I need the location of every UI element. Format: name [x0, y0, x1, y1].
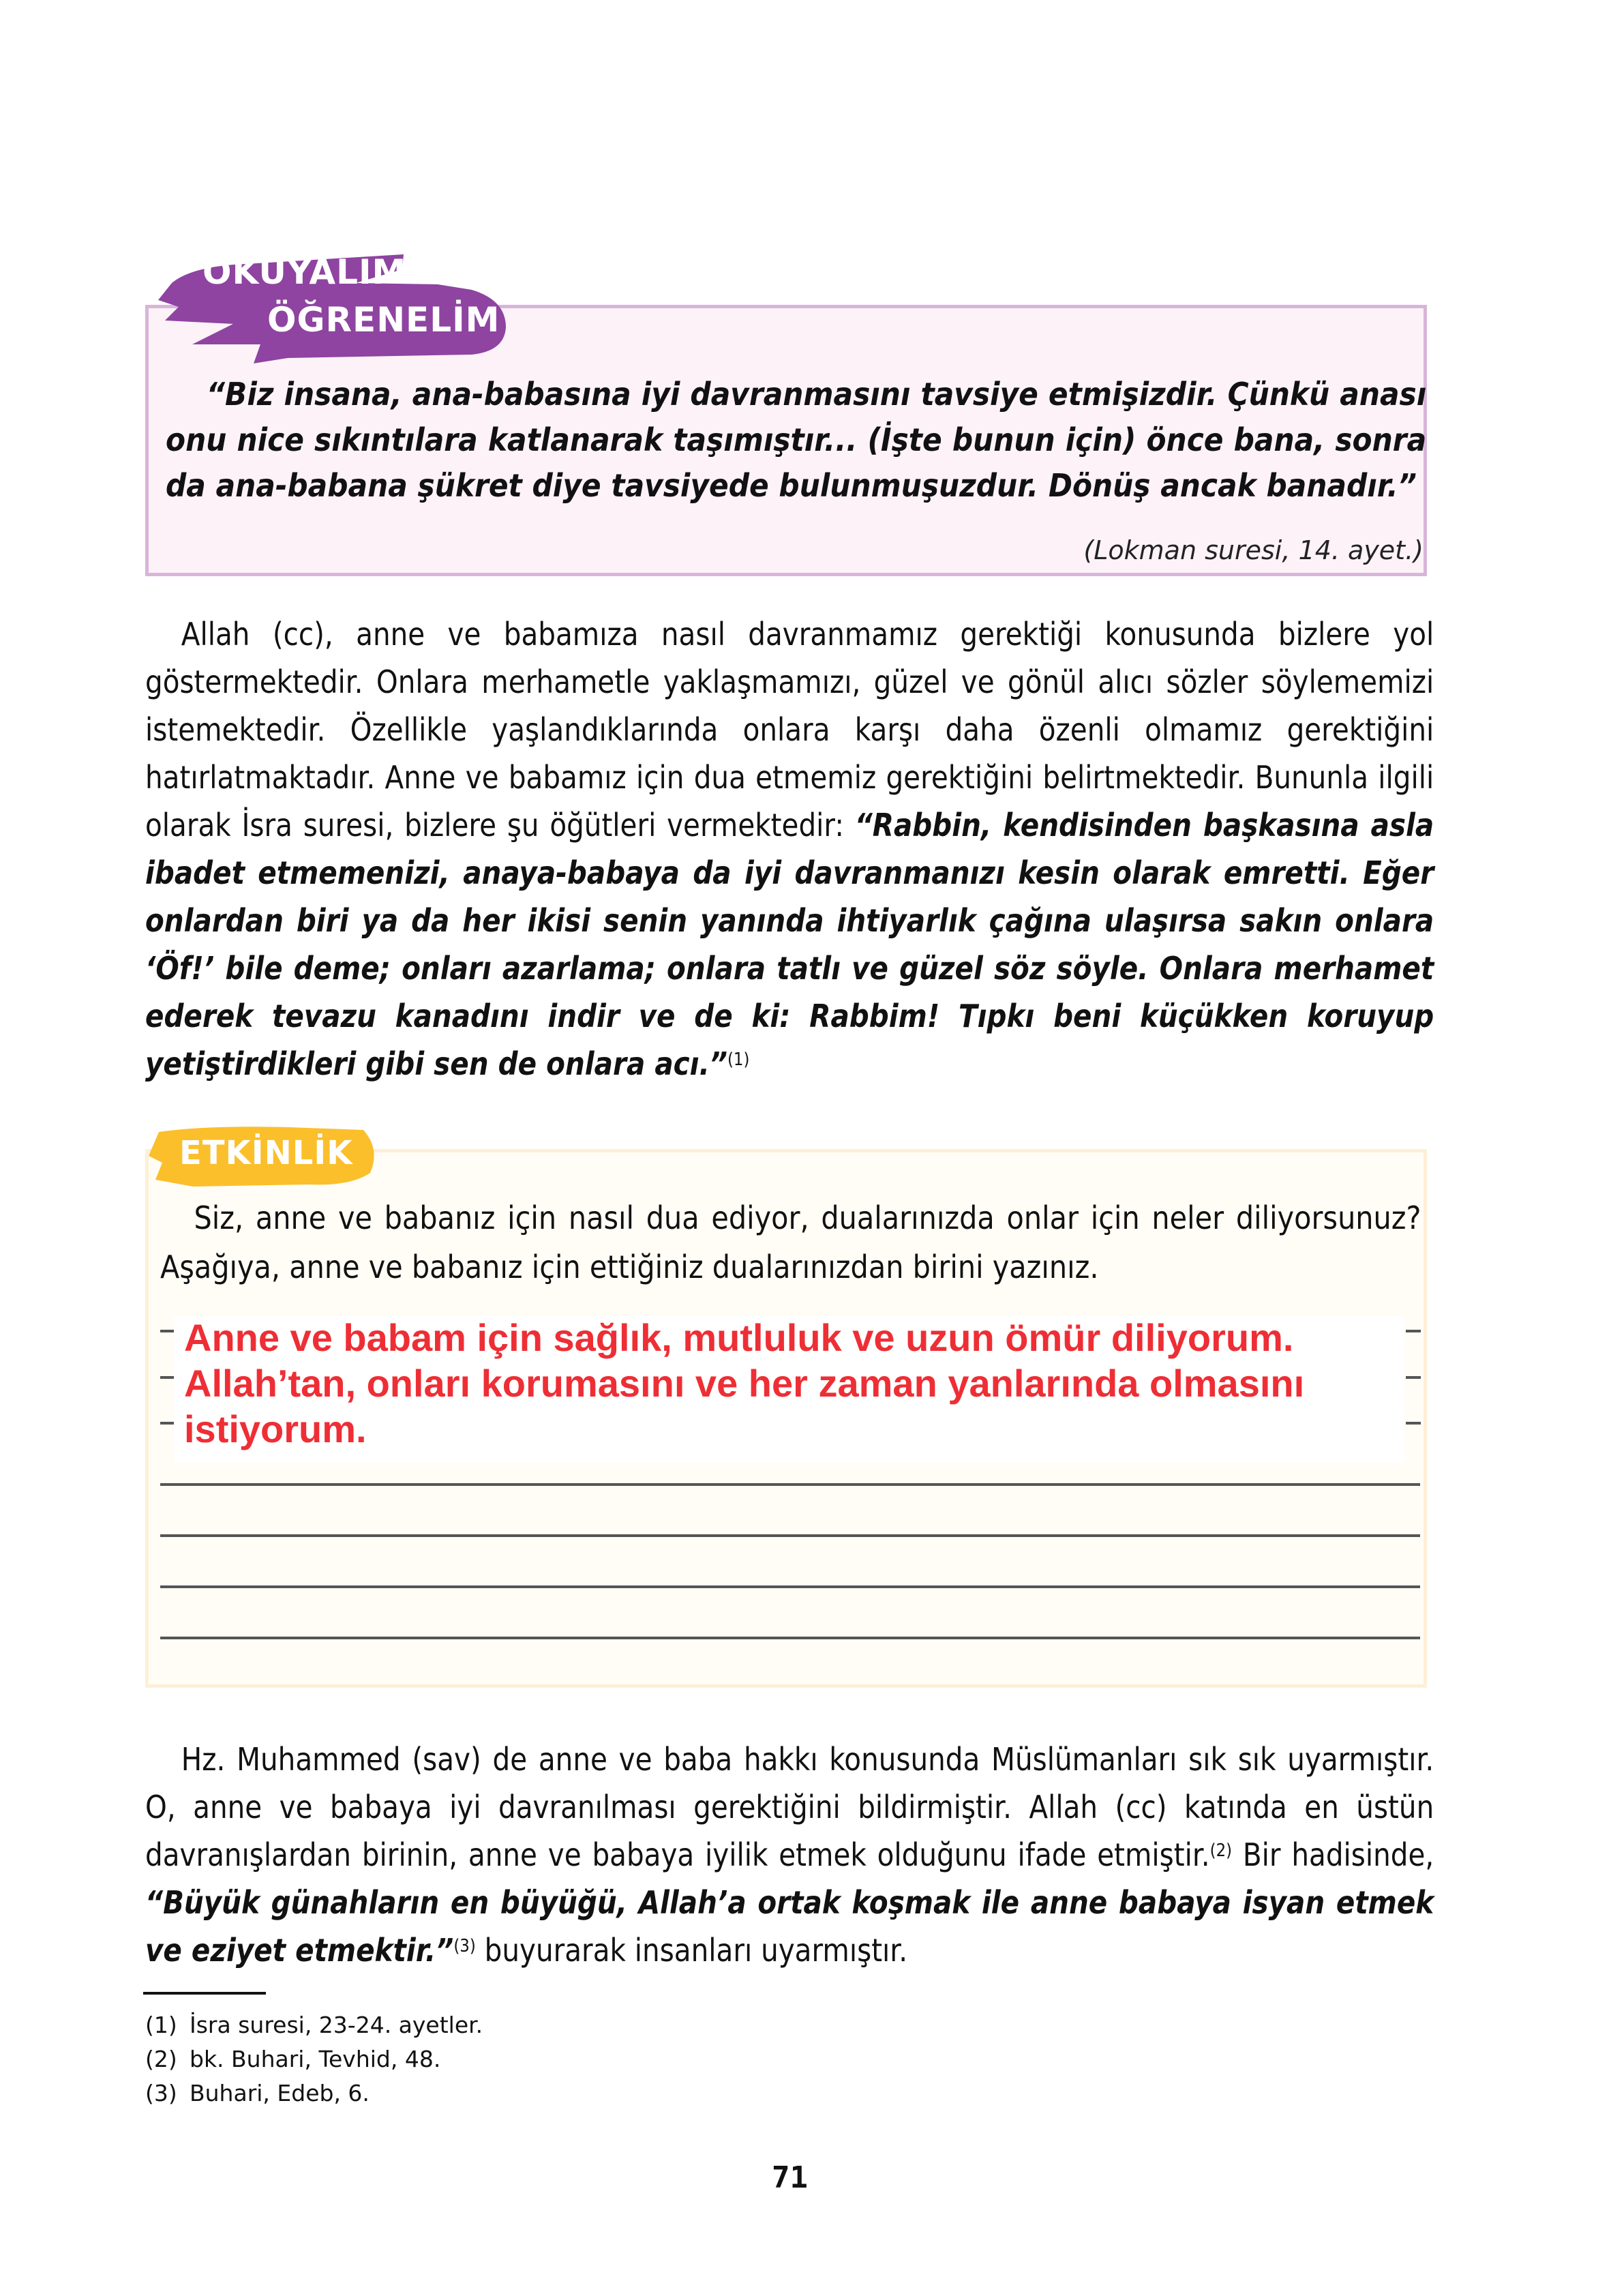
paragraph-2: Hz. Muhammed (sav) de anne ve baba hakkı konusunda Müslümanları sık sık uyarmıştır. O, anne ve babaya iyi davranılması gerektiğini bildirmiştir. Allah (cc) katında en üstün davranışlardan birinin, anne ve babaya iyilik etmek olduğunu ifade etmiştir.$^{(2)}$ Bir hadisinde, “Büyük günahların en büyüğü, Allah’a ortak koşmak ile anne babaya isyan etmek ve eziyet etmektir.”$^{(3)}$ buyurarak insanları uyarmıştır.	[145, 1741, 1434, 1969]
answer-line: Anne ve babam için sağlık, mutluluk ve uzun ömür diliyorum.	[184, 1316, 1294, 1359]
badge-label-line1: OKUYALIM	[202, 252, 407, 292]
badge-label-line2: ÖĞRENELİM	[267, 300, 500, 340]
footnote-ref-2[interactable]: (2)	[1209, 1840, 1233, 1861]
reading-badge	[151, 242, 513, 368]
line-stub	[160, 1376, 175, 1379]
footnote-divider	[143, 1992, 266, 1995]
footnote-item: (2) bk. Buhari, Tevhid, 48.	[145, 2046, 441, 2072]
footnote-ref-1[interactable]: (1)	[727, 1049, 750, 1070]
answer-line: Allah’tan, onları korumasını ve her zaman yanlarında olmasını	[184, 1362, 1305, 1405]
line-stub	[1406, 1330, 1421, 1332]
hadith-quote: “Büyük günahların en büyüğü, Allah’a ortak koşmak ile anne babaya isyan etmek ve eziyet etmektir.”	[145, 1884, 1434, 1969]
verse-quote: “Biz insana, ana-babasına iyi davranmasını tavsiye etmişizdir. Çünkü anası onu nice sıkıntılara katlanarak taşımıştır... (İşte bunun için) önce bana, sonra da ana-babana şükret diye tavsiyede bulunmuşuzdur. Dönüş ancak banadır.”	[166, 376, 1427, 504]
footnote-ref-3[interactable]: (3)	[453, 1936, 476, 1956]
line-stub	[160, 1422, 175, 1425]
activity-badge	[145, 1122, 380, 1190]
footnotes	[145, 2008, 483, 2111]
activity-instruction: Siz, anne ve babanız için nasıl dua ediyor, dualarınızda onlar için neler diliyorsunuz? Aşağıya, anne ve babanız için ettiğiniz dualarınızdan birini yazınız.	[160, 1199, 1421, 1285]
writing-line[interactable]	[160, 1637, 1420, 1639]
writing-line[interactable]	[160, 1534, 1420, 1537]
verse-source: (Lokman suresi, 14. ayet.)	[1083, 535, 1424, 565]
isra-quote: “Rabbin, kendisinden başkasına asla ibadet etmemenizi, anaya-babaya da iyi davranmanızı kesin olarak emretti. Eğer onlardan biri ya da her ikisi senin yanında ihtiyarlık çağına ulaşırsa sakın onlara ‘Öf!’ bile deme; onları azarlama; onlara tatlı ve güzel söz söyle. Onlara merhamet ederek tevazu kanadını indir ve de ki: Rabbim! Tıpkı beni küçükken koruyup yetiştirdikleri gibi sen de onlara acı.”	[145, 807, 1434, 1082]
writing-line[interactable]	[160, 1585, 1420, 1588]
paragraph-1: Allah (cc), anne ve babamıza nasıl davranmamız gerektiği konusunda bizlere yol göstermektedir. Onlara merhametle yaklaşmamızı, güzel ve gönül alıcı sözler söylememizi istemektedir. Özellikle yaşlandıklarında onlara karşı daha özenli olmamız gerektiğini hatırlatmaktadır. Anne ve babamız için dua etmemiz gerektiğini belirtmektedir. Bununla ilgili olarak İsra suresi, bizlere şu öğütleri vermektedir: “Rabbin, kendisinden başkasına asla ibadet etmemenizi, anaya-babaya da iyi davranmanızı kesin olarak emretti. Eğer onlardan biri ya da her ikisi senin yanında ihtiyarlık çağına ulaşırsa sakın onlara ‘Öf!’ bile deme; onları azarlama; onlara tatlı ve güzel söz söyle. Onlara merhamet ederek tevazu kanadını indir ve de ki: Rabbim! Tıpkı beni küçükken koruyup yetiştirdikleri gibi sen de onlara acı.”$^{(1)}$	[145, 616, 1434, 1082]
page-number: 71	[772, 2160, 808, 2195]
line-stub	[160, 1330, 175, 1332]
writing-line[interactable]	[160, 1483, 1420, 1486]
line-stub	[1406, 1376, 1421, 1379]
footnote-item: (3) Buhari, Edeb, 6.	[145, 2080, 370, 2106]
answer-line: istiyorum.	[184, 1407, 367, 1450]
answer-textarea[interactable]	[184, 1315, 1304, 1452]
activity-badge-label: ETKİNLİK	[179, 1134, 353, 1172]
line-stub	[1406, 1422, 1421, 1425]
footnote-item: (1) İsra suresi, 23-24. ayetler.	[145, 2012, 483, 2038]
